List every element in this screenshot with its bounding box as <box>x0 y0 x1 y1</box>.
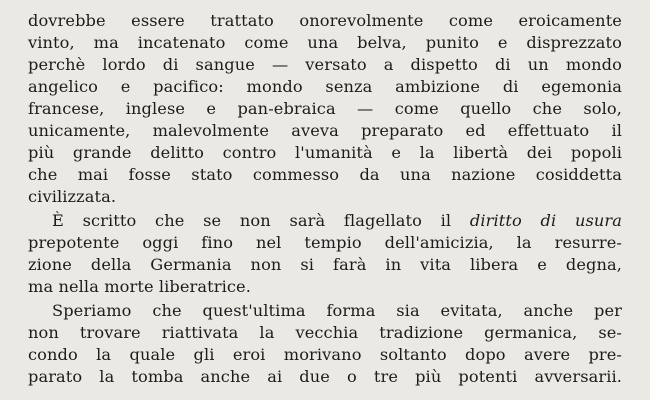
text-line: dovrebbe essere trattato onorevolmente come eroicamente <box>28 11 622 30</box>
text-line: vinto, ma incatenato come una belva, punito e disprezzato <box>28 33 622 52</box>
text-line: Speriamo che quest'ultima forma sia evitata, anche per <box>52 301 622 320</box>
italic-phrase: diritto di usura <box>469 211 622 230</box>
text-line: civilizzata. <box>28 187 117 206</box>
text-line: zione della Germania non si farà in vita libera e degna, <box>28 255 622 274</box>
text-line: ma nella morte liberatrice. <box>28 277 251 296</box>
text-line: prepotente oggi fino nel tempio dell'amicizia, la resurre- <box>28 233 622 252</box>
text-line <box>52 210 622 232</box>
text-line: più grande delitto contro l'umanità e la libertà dei popoli <box>28 143 622 162</box>
text-line: perchè lordo di sangue — versato a dispetto di un mondo <box>28 55 622 74</box>
text-line: angelico e pacifico: mondo senza ambizione di egemonia <box>28 77 622 96</box>
text-line: francese, inglese e pan-ebraica — come quello che solo, <box>28 99 622 118</box>
text-line: unicamente, malevolmente aveva preparato ed effettuato il <box>28 121 622 140</box>
text-span: È scritto che se non sarà flagellato il <box>52 211 452 230</box>
text-line: parato la tomba anche ai due o tre più potenti avversarii. <box>28 367 622 386</box>
text-line: non trovare riattivata la vecchia tradizione germanica, se- <box>28 323 622 342</box>
text-line: condo la quale gli eroi morivano soltanto dopo avere pre- <box>28 345 622 364</box>
text-line: che mai fosse stato commesso da una nazione cosiddetta <box>28 165 622 184</box>
